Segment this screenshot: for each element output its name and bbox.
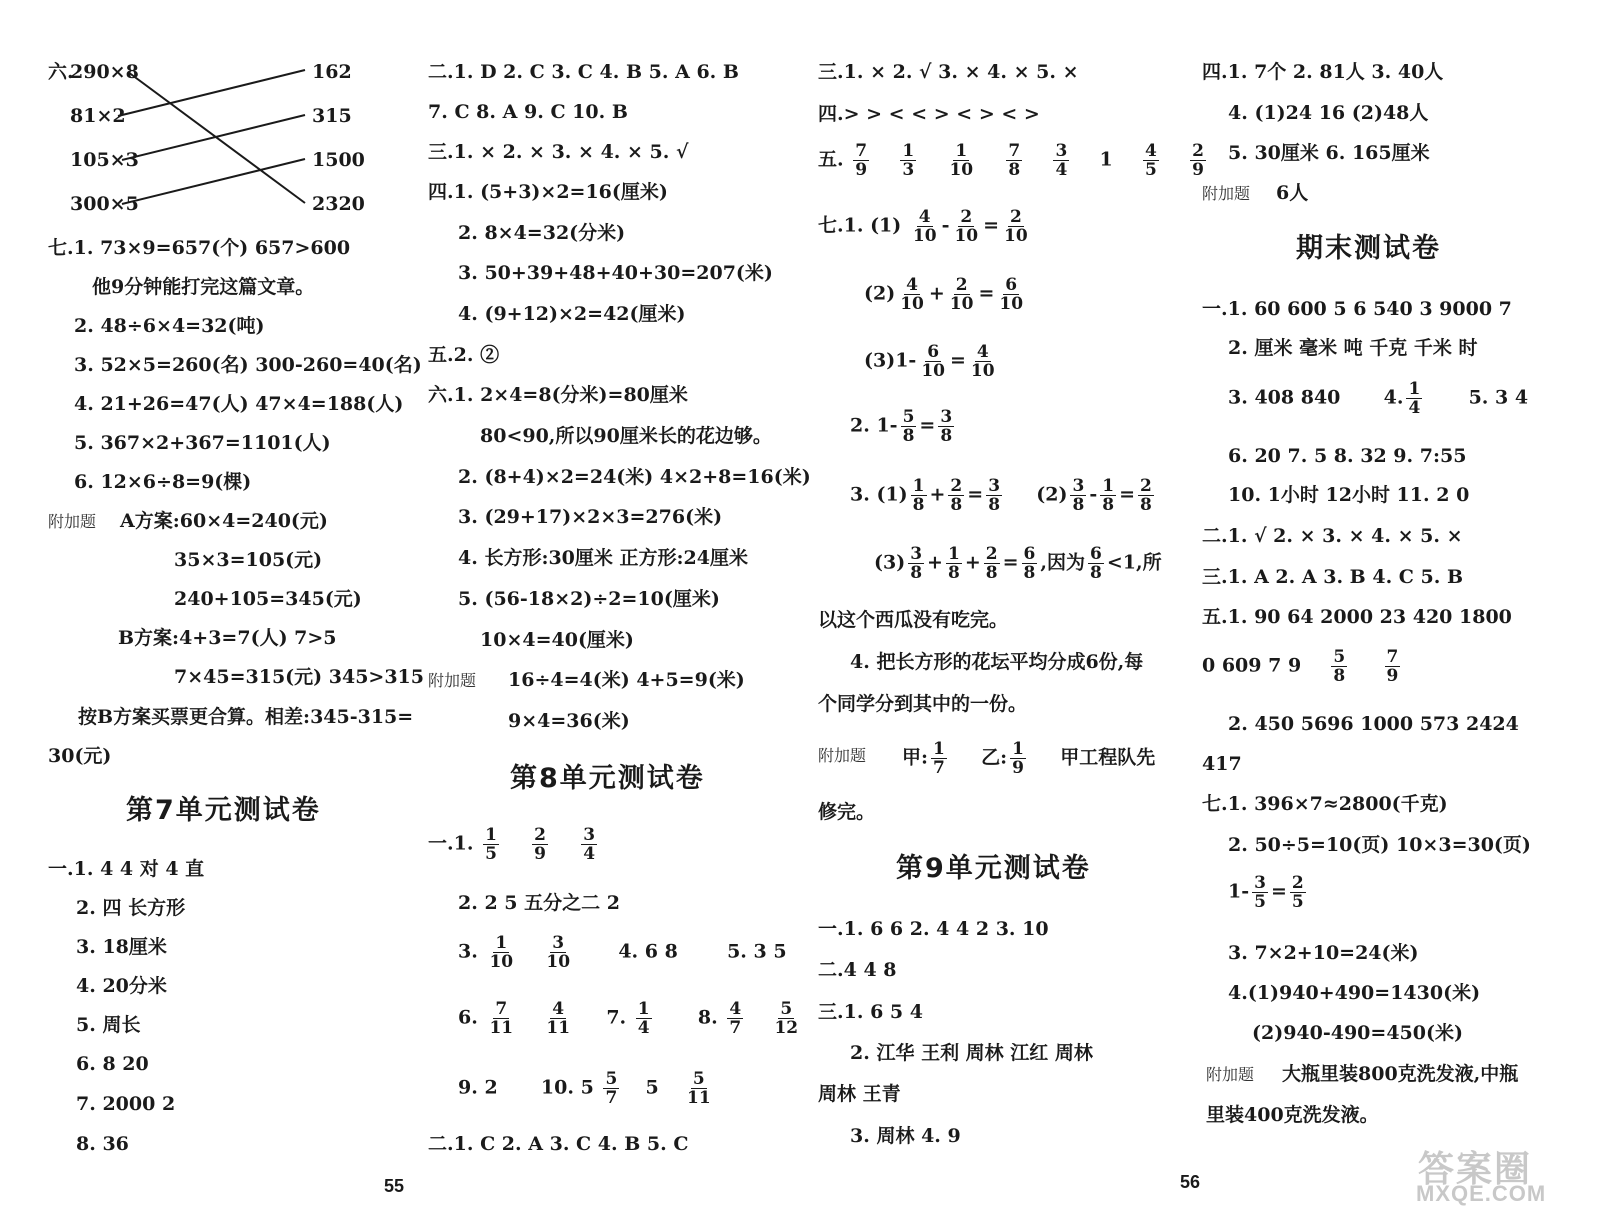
match-line-3 (122, 115, 305, 160)
answer-line: 30(元) (48, 745, 112, 767)
match-left-3: 105×3 (70, 149, 139, 171)
fraction: $\frac{7}{8}$ (1008, 141, 1021, 180)
match-right-2: 315 (312, 105, 352, 127)
unit9-line: 二.4 4 8 (818, 959, 897, 981)
fraction: $\frac{3}{8}$ (988, 476, 1001, 515)
unit9-line: 三.1. 6 5 4 (818, 1001, 923, 1023)
fraction: $\frac{2}{8}$ (1139, 476, 1152, 515)
final-line: 三.1. A 2. A 3. B 4. C 5. B (1202, 566, 1464, 588)
fraction: $\frac{2}{9}$ (534, 825, 547, 864)
equation-row: 2. 1- $\frac{5}{8}$ = $\frac{3}{8}$ (850, 407, 953, 446)
answer-line: 9×4=36(米) (508, 710, 630, 732)
watermark-logo (1412, 1141, 1562, 1213)
final-line: 七.1. 396×7≈2800(千克) (1202, 793, 1448, 815)
fraction: $\frac{3}{10}$ (546, 933, 571, 972)
fraction: $\frac{1}{5}$ (485, 825, 497, 864)
answer-line: 4. 21+26=47(人) 47×4=188(人) (74, 393, 404, 415)
fraction: $\frac{1}{10}$ (949, 141, 974, 180)
fraction: $\frac{4}{10}$ (970, 342, 995, 381)
fraction: $\frac{2}{8}$ (985, 544, 998, 583)
fraction: $\frac{5}{8}$ (1333, 647, 1346, 686)
fraction: $\frac{7}{11}$ (489, 999, 514, 1038)
answer-line: 4. (9+12)×2=42(厘米) (458, 303, 686, 325)
answer-line: 个同学分到其中的一份。 (818, 693, 1028, 715)
answer-line: 三.1. × 2. × 3. × 4. × 5. √ (428, 141, 689, 163)
unit7-line: 2. 四 长方形 (76, 897, 186, 919)
answer-line: 他9分钟能打完这篇文章。 (92, 276, 315, 298)
answer-line: 以这个西瓜没有吃完。 (818, 609, 1009, 631)
fujia-label: 附加题 (428, 671, 477, 690)
fujia-answer: 6人 (1276, 182, 1309, 204)
answer-line: 240+105=345(元) (174, 588, 362, 610)
unit9-line: 一.1. 6 6 2. 4 4 2 3. 10 (818, 918, 1049, 940)
fraction: $\frac{1}{10}$ (489, 933, 514, 972)
fraction: $\frac{4}{10}$ (912, 207, 937, 246)
equation-row: 3. (1) $\frac{1}{8}$ + $\frac{2}{8}$ = $\frac{3}{8}$ (2) $\frac{3}{8}$ - $\frac{1}{8}$ = $\frac{2}{8}$ (850, 476, 1152, 515)
match-right-1: 162 (312, 61, 352, 83)
answer-line: 5. 367×2+367=1101(人) (74, 432, 331, 454)
fraction: $\frac{1}{8}$ (947, 544, 960, 583)
fraction: $\frac{1}{7}$ (933, 739, 945, 778)
fujia-answer: 里装400克洗发液。 (1206, 1104, 1379, 1126)
unit8-q3: 3. $\frac{1}{10}$ $\frac{3}{10}$ 4. 6 8 5. 3 5 (458, 933, 787, 972)
fraction: $\frac{2}{5}$ (1291, 873, 1304, 912)
answer-line: 35×3=105(元) (174, 549, 323, 571)
column-3 (800, 0, 1204, 1231)
answer-line: 5. (56-18×2)÷2=10(厘米) (458, 588, 720, 610)
answer-line: 三.1. × 2. √ 3. × 4. × 5. × (818, 61, 1079, 83)
fraction: $\frac{3}{4}$ (1055, 141, 1068, 180)
fujia-label: 附加题 (818, 746, 867, 765)
match-left-2: 81×2 (70, 105, 126, 127)
answer-line: 四.> > < < > < > < > (818, 103, 1040, 125)
answer-line: 五.2. ② (428, 344, 500, 366)
final-line: 6. 20 7. 5 8. 32 9. 7:55 (1228, 445, 1467, 467)
equation-row: (2) $\frac{4}{10}$ + $\frac{2}{10}$ = $\frac{6}{10}$ (864, 275, 1024, 314)
unit8-q6: 6. $\frac{7}{11}$ $\frac{4}{11}$ 7. $\frac{1}{4}$ 8. $\frac{4}{7}$ $\frac{5}{12}$ (458, 999, 799, 1038)
column-2 (400, 0, 811, 1231)
answer-line: 2. 48÷6×4=32(吨) (74, 315, 265, 337)
unit7-line: 8. 36 (76, 1133, 129, 1155)
fraction: $\frac{4}{10}$ (900, 275, 924, 314)
unit7-line: 4. 20分米 (76, 975, 167, 997)
column-1 (0, 0, 424, 1231)
match-left-1: 290×8 (70, 61, 139, 83)
fraction: $\frac{3}{8}$ (910, 544, 923, 583)
fraction: $\frac{6}{8}$ (1023, 544, 1036, 583)
equation-row: (3) $\frac{3}{8}$ + $\frac{1}{8}$ + $\frac{2}{8}$ = $\frac{6}{8}$ ,因为 $\frac{6}{8}$ <1,所 (874, 544, 1162, 583)
answer-line: 七.1. 73×9=657(个) 657>600 (48, 237, 351, 259)
section-title-unit9: 第9单元测试卷 (896, 853, 1091, 884)
match-marker: 六. (48, 61, 74, 83)
fraction: $\frac{2}{8}$ (950, 476, 963, 515)
fraction: $\frac{6}{8}$ (1089, 544, 1102, 583)
answer-line: 3. 52×5=260(名) 300-260=40(名) (74, 354, 422, 376)
match-right-4: 2320 (312, 193, 365, 215)
answer-line: 4. 把长方形的花坛平均分成6份,每 (850, 651, 1144, 673)
fraction: $\frac{3}{4}$ (583, 825, 596, 864)
fraction-row: 五. $\frac{7}{9}$ $\frac{1}{3}$ $\frac{1}{10}$ $\frac{7}{8}$ $\frac{3}{4}$ 1 $\frac{4}{5}$ $\frac{2}{9}$ (818, 141, 1204, 180)
fujia-label: 附加题 (1206, 1065, 1255, 1084)
final-line: 2. 450 5696 1000 573 2424 (1228, 713, 1519, 735)
unit8-q9: 9. 2 10. 5 $\frac{5}{7}$ 5 $\frac{5}{11}$ (458, 1069, 711, 1108)
fujia-answer: 大瓶里装800克洗发液,中瓶 (1282, 1063, 1519, 1085)
section-title-unit7: 第7单元测试卷 (126, 795, 321, 826)
answer-line: 7×45=315(元) 345>315 (174, 666, 424, 688)
final-line: 1- $\frac{3}{5}$ = $\frac{2}{5}$ (1228, 873, 1304, 912)
unit7-line: 5. 周长 (76, 1014, 141, 1036)
fraction: $\frac{2}{10}$ (954, 207, 979, 246)
answer-line: B方案:4+3=7(人) 7>5 (118, 627, 337, 649)
page-number-left: 55 (384, 1176, 405, 1196)
section-title-final: 期末测试卷 (1296, 233, 1441, 264)
answer-line: 修完。 (818, 801, 876, 823)
unit8-q2: 2. 2 5 五分之二 2 (458, 892, 620, 914)
final-line: 2. 厘米 毫米 吨 千克 千米 时 (1228, 337, 1478, 359)
fujia-label: 附加题 (48, 512, 97, 531)
final-line: (2)940-490=450(米) (1252, 1022, 1463, 1044)
answer-line: A方案:60×4=240(元) (120, 510, 328, 532)
fujia-answer: 甲: $\frac{1}{7}$ 乙: $\frac{1}{9}$ 甲工程队先 (902, 739, 1156, 778)
match-left-4: 300×5 (70, 193, 139, 215)
answer-line: 2. 8×4=32(分米) (458, 222, 626, 244)
answer-line: 5. 30厘米 6. 165厘米 (1228, 142, 1430, 164)
fraction: $\frac{2}{10}$ (949, 275, 974, 314)
answer-line: 4. 长方形:30厘米 正方形:24厘米 (458, 547, 748, 569)
fraction: $\frac{2}{9}$ (1192, 141, 1204, 180)
unit9-line: 周林 王青 (818, 1083, 901, 1105)
fraction: $\frac{5}{8}$ (902, 407, 915, 446)
fraction: $\frac{4}{11}$ (546, 999, 571, 1038)
fraction: $\frac{1}{3}$ (902, 141, 915, 180)
page-number-right: 56 (1180, 1172, 1201, 1192)
fraction: $\frac{5}{7}$ (605, 1069, 618, 1108)
fraction: $\frac{3}{5}$ (1254, 873, 1266, 912)
answer-line: 按B方案买票更合算。相差:345-315= (78, 706, 414, 728)
answer-line: 四.1. 7个 2. 81人 3. 40人 (1202, 61, 1444, 83)
equation-row: 七.1. (1) $\frac{4}{10}$ - $\frac{2}{10}$ = $\frac{2}{10}$ (818, 207, 1028, 246)
answer-line: 10×4=40(厘米) (480, 629, 634, 651)
fraction: $\frac{7}{9}$ (1386, 647, 1399, 686)
final-line: 0 609 7 9 $\frac{5}{8}$ $\frac{7}{9}$ (1202, 647, 1399, 686)
answer-line: 4. (1)24 16 (2)48人 (1228, 102, 1429, 124)
fraction: $\frac{1}{8}$ (1102, 476, 1115, 515)
final-line: 3. 7×2+10=24(米) (1228, 942, 1419, 964)
fraction: $\frac{1}{4}$ (1408, 379, 1421, 418)
answer-line: 3. (29+17)×2×3=276(米) (458, 506, 723, 528)
unit8-q1 (428, 826, 600, 863)
final-line: 417 (1202, 753, 1242, 775)
fraction: $\frac{4}{5}$ (1145, 141, 1157, 180)
fraction: $\frac{5}{12}$ (774, 999, 799, 1038)
final-line: 二.1. √ 2. × 3. × 4. × 5. × (1202, 525, 1463, 547)
equation-row: (3)1- $\frac{6}{10}$ = $\frac{4}{10}$ (864, 342, 995, 381)
match-right-3: 1500 (312, 149, 365, 171)
fraction: $\frac{5}{11}$ (687, 1069, 711, 1108)
fraction: $\frac{3}{8}$ (940, 407, 953, 446)
final-line: 10. 1小时 12小时 11. 2 0 (1228, 484, 1470, 506)
match-line-2 (118, 70, 305, 116)
unit7-line: 7. 2000 2 (76, 1093, 176, 1115)
unit9-line: 3. 周林 4. 9 (850, 1125, 961, 1147)
matching-lines (0, 0, 400, 240)
watermark-title: 答案圈 (1418, 1148, 1533, 1189)
unit8-part2: 二.1. C 2. A 3. C 4. B 5. C (428, 1133, 689, 1155)
fraction: $\frac{3}{8}$ (1072, 476, 1085, 515)
final-line: 3. 408 840 4. $\frac{1}{4}$ 5. 3 4 (1228, 379, 1529, 418)
fraction: $\frac{6}{10}$ (999, 275, 1024, 314)
final-line: 五.1. 90 64 2000 23 420 1800 (1202, 606, 1512, 628)
answer-line: 二.1. D 2. C 3. C 4. B 5. A 6. B (428, 61, 739, 83)
answer-line: 3. 50+39+48+40+30=207(米) (458, 262, 773, 284)
answer-line: 六.1. 2×4=8(分米)=80厘米 (428, 384, 688, 406)
fujia-label: 附加题 (1202, 184, 1251, 203)
fraction: $\frac{2}{10}$ (1004, 207, 1028, 246)
watermark-url: MXQE.COM (1416, 1181, 1547, 1206)
fraction: $\frac{1}{4}$ (637, 999, 650, 1038)
section-title-unit8: 第8单元测试卷 (510, 763, 705, 794)
unit7-line: 6. 8 20 (76, 1053, 149, 1075)
answer-line: 80<90,所以90厘米长的花边够。 (480, 425, 772, 447)
unit8-q1-prefix: 一.1. (428, 832, 474, 855)
fraction: $\frac{7}{9}$ (855, 141, 868, 180)
answer-line: 16÷4=4(米) 4+5=9(米) (508, 669, 745, 691)
answer-line: 7. C 8. A 9. C 10. B (428, 101, 628, 123)
fraction: $\frac{6}{10}$ (921, 342, 945, 381)
final-line: 2. 50÷5=10(页) 10×3=30(页) (1228, 834, 1531, 856)
fraction: $\frac{1}{8}$ (912, 476, 925, 515)
answer-line: 2. (8+4)×2=24(米) 4×2+8=16(米) (458, 466, 811, 488)
final-line: 4.(1)940+490=1430(米) (1228, 982, 1481, 1004)
unit9-line: 2. 江华 王利 周林 江红 周林 (850, 1042, 1093, 1064)
unit7-line: 一.1. 4 4 对 4 直 (48, 858, 205, 880)
unit7-line: 3. 18厘米 (76, 936, 167, 958)
answer-line: 四.1. (5+3)×2=16(厘米) (428, 181, 668, 203)
fraction: $\frac{4}{7}$ (729, 999, 742, 1038)
final-line: 一.1. 60 600 5 6 540 3 9000 7 (1202, 298, 1512, 320)
fraction: $\frac{1}{9}$ (1012, 739, 1024, 778)
answer-line: 6. 12×6÷8=9(棵) (74, 471, 252, 493)
